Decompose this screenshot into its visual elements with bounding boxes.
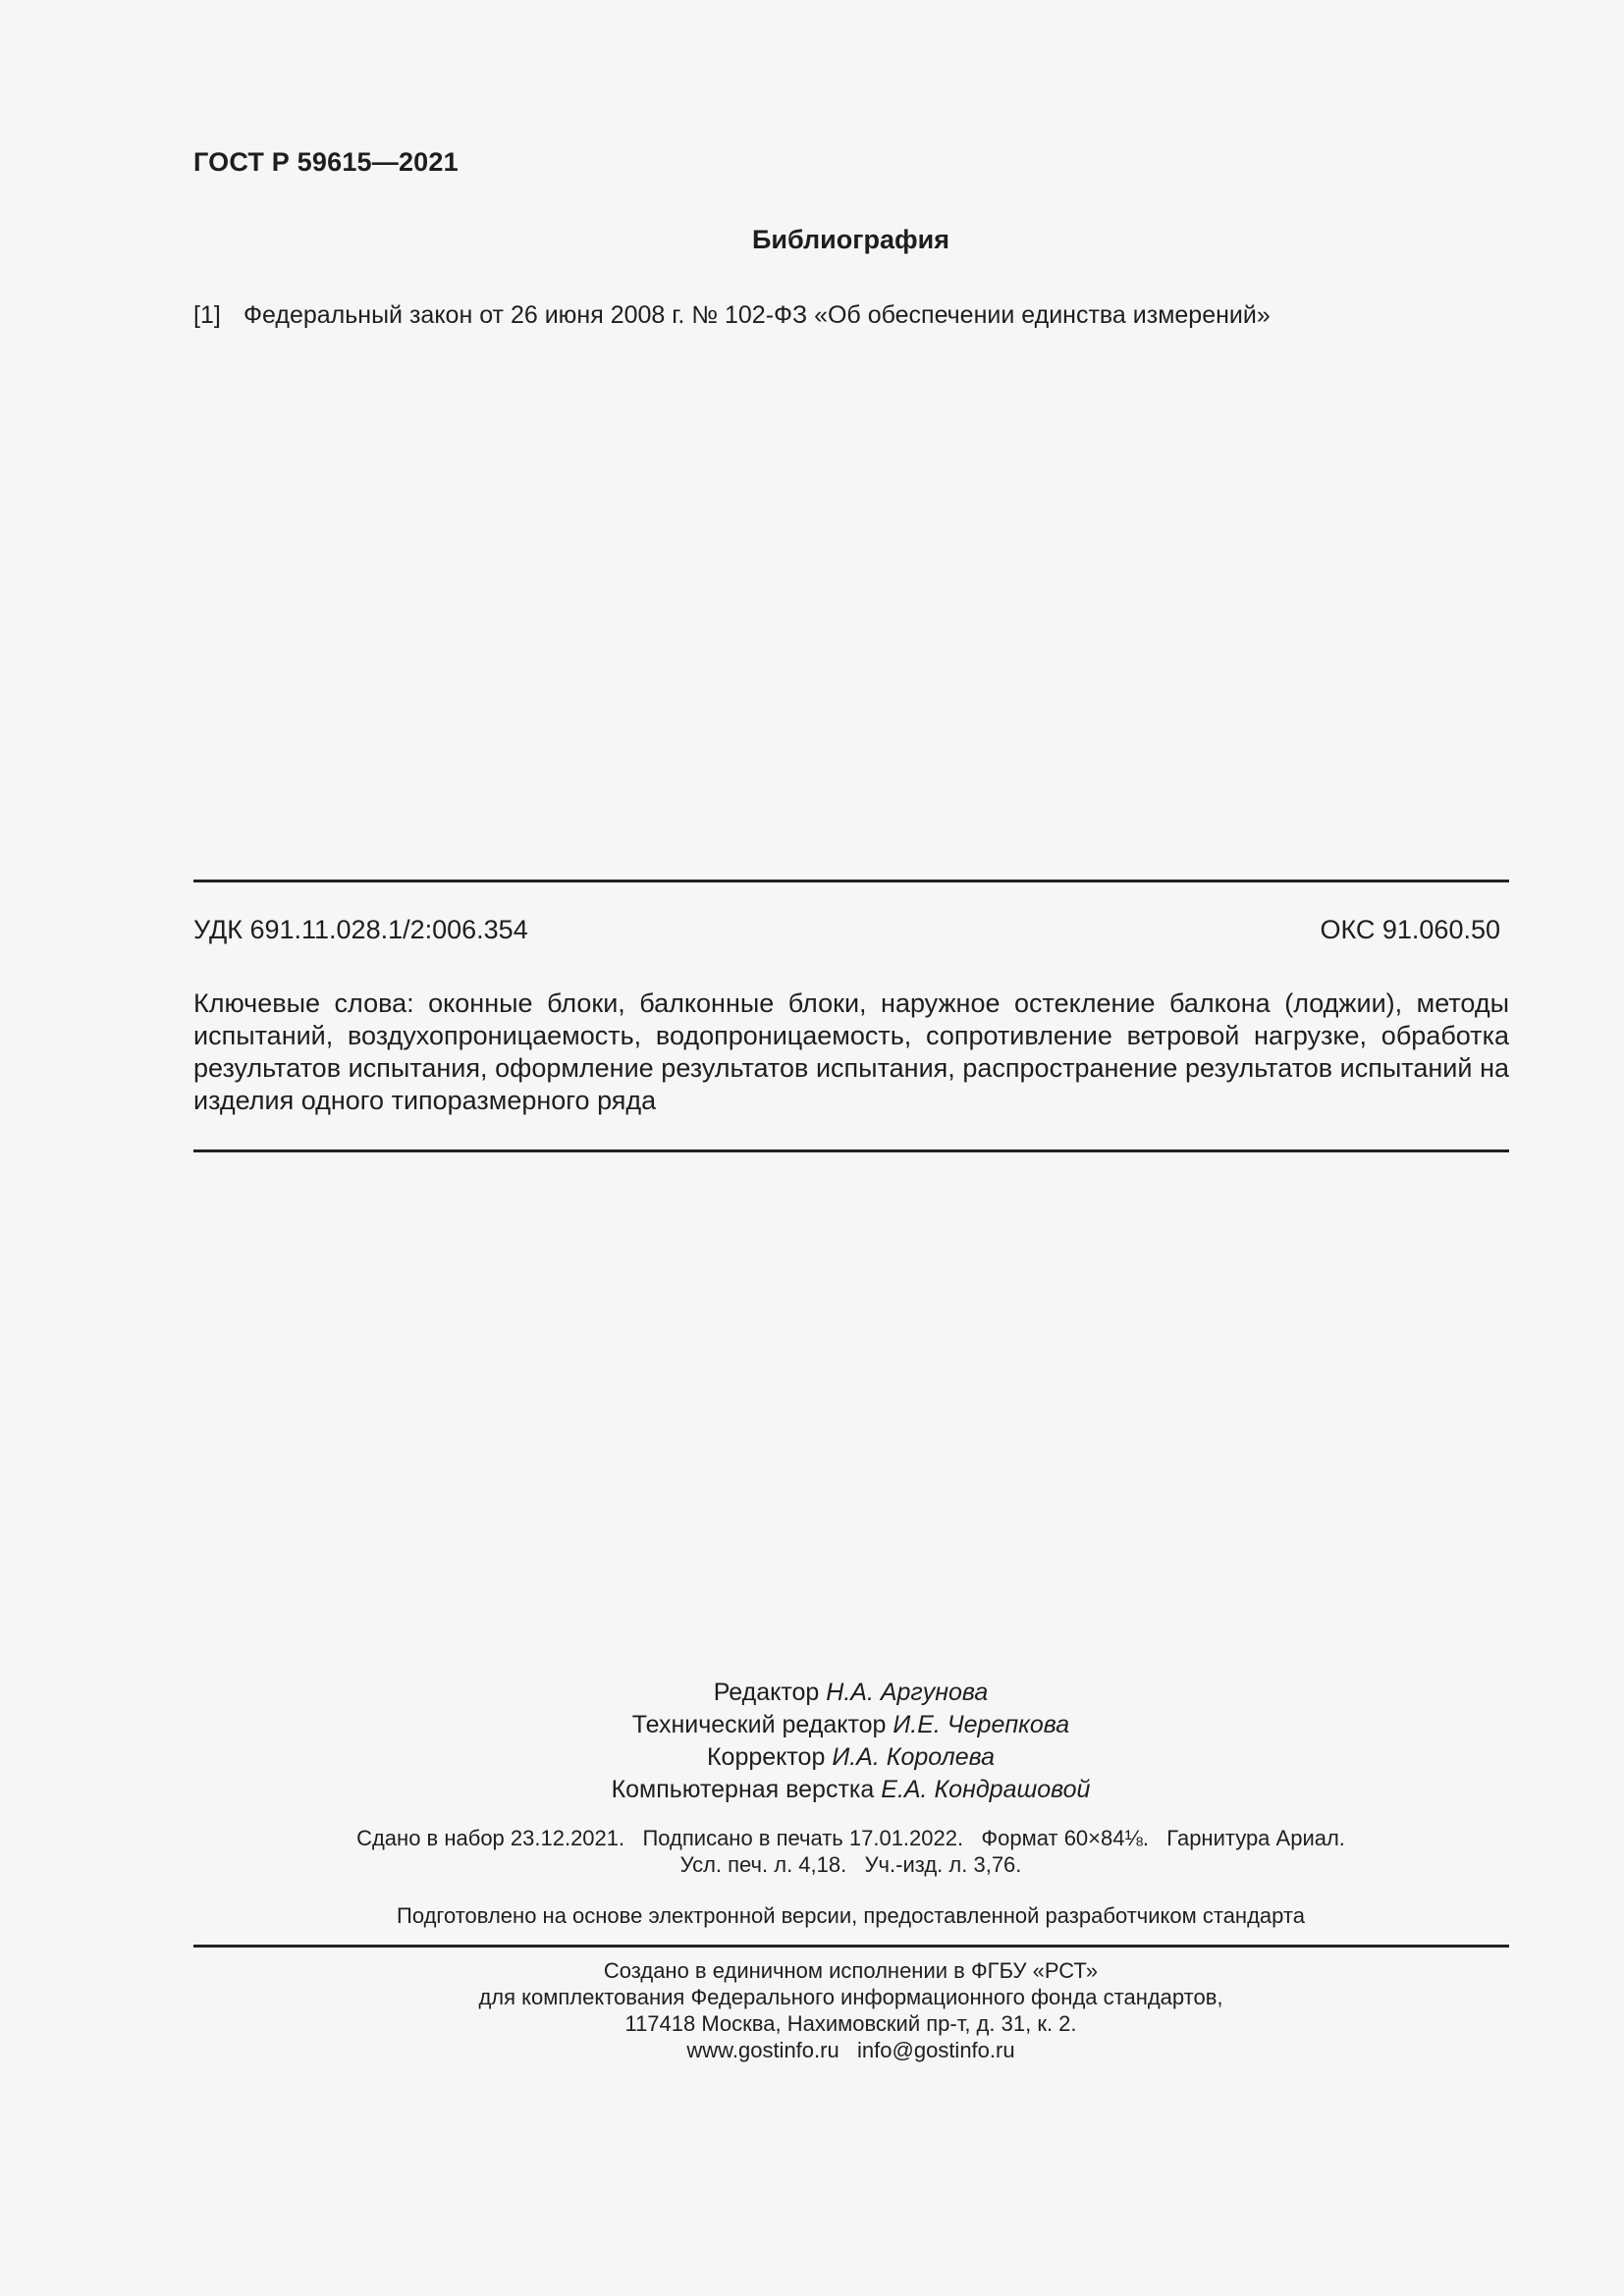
credit-role: Редактор xyxy=(713,1679,820,1706)
credit-role: Корректор xyxy=(706,1743,826,1771)
credit-technical-editor xyxy=(0,1709,1624,1741)
prepared-note: Подготовлено на основе электронной версии, предоставленной разработчиком стандарта xyxy=(397,1903,1305,1928)
credit-name: Н.А. Аргунова xyxy=(826,1679,989,1706)
credit-name: И.Е. Черепкова xyxy=(893,1711,1070,1738)
divider-bottom xyxy=(193,1945,1509,1948)
footer-contacts xyxy=(0,2037,1624,2063)
divider-top xyxy=(193,880,1509,882)
footer-line: для комплектования Федерального информационного фонда стандартов, xyxy=(478,1985,1223,2009)
publisher-footer xyxy=(0,1957,1624,2063)
credit-editor xyxy=(0,1677,1624,1709)
credit-proofreader xyxy=(0,1741,1624,1774)
credit-layout xyxy=(0,1774,1624,1806)
keywords-paragraph: Ключевые слова: оконные блоки, балконные блоки, наружное остекление балкона (лоджии), методы испытаний, воздухопроницаемость, водопроницаемость, сопротивление ветровой нагрузке, обработка результатов испытания, оформление результатов испытания, распространение результатов испытаний на изделия одного типоразмерного ряда xyxy=(193,988,1509,1115)
print-info-line: Усл. печ. л. 4,18. Уч.-изд. л. 3,76. xyxy=(679,1852,1022,1877)
footer-line: 117418 Москва, Нахимовский пр-т, д. 31, к. 2. xyxy=(624,2011,1077,2036)
credits-block xyxy=(0,1677,1624,1806)
email-link[interactable]: info@gostinfo.ru xyxy=(857,2038,1015,2062)
print-info-line: Сдано в набор 23.12.2021. Подписано в печать 17.01.2022. Формат 60×84⅛. Гарнитура Ариал. xyxy=(356,1826,1345,1850)
bibliography-entry xyxy=(193,301,1271,330)
bibliography-title: Библиография xyxy=(752,225,949,254)
standard-id: ГОСТ Р 59615—2021 xyxy=(193,147,459,177)
credit-role: Технический редактор xyxy=(631,1711,887,1738)
print-info xyxy=(0,1825,1624,1878)
bibliography-entry-text: Федеральный закон от 26 июня 2008 г. № 102-ФЗ «Об обеспечении единства измерений» xyxy=(244,301,1271,329)
website-link[interactable]: www.gostinfo.ru xyxy=(686,2038,839,2062)
footer-line: Создано в единичном исполнении в ФГБУ «РСТ» xyxy=(603,1958,1099,1983)
credit-role: Компьютерная верстка xyxy=(611,1776,875,1803)
divider-middle xyxy=(193,1149,1509,1152)
udc-code: УДК 691.11.028.1/2:006.354 xyxy=(193,915,528,944)
bibliography-entry-number: [1] xyxy=(193,301,221,329)
oks-code: ОКС 91.060.50 xyxy=(1320,915,1500,944)
credit-name: Е.А. Кондрашовой xyxy=(881,1776,1091,1803)
credit-name: И.А. Королева xyxy=(832,1743,996,1771)
